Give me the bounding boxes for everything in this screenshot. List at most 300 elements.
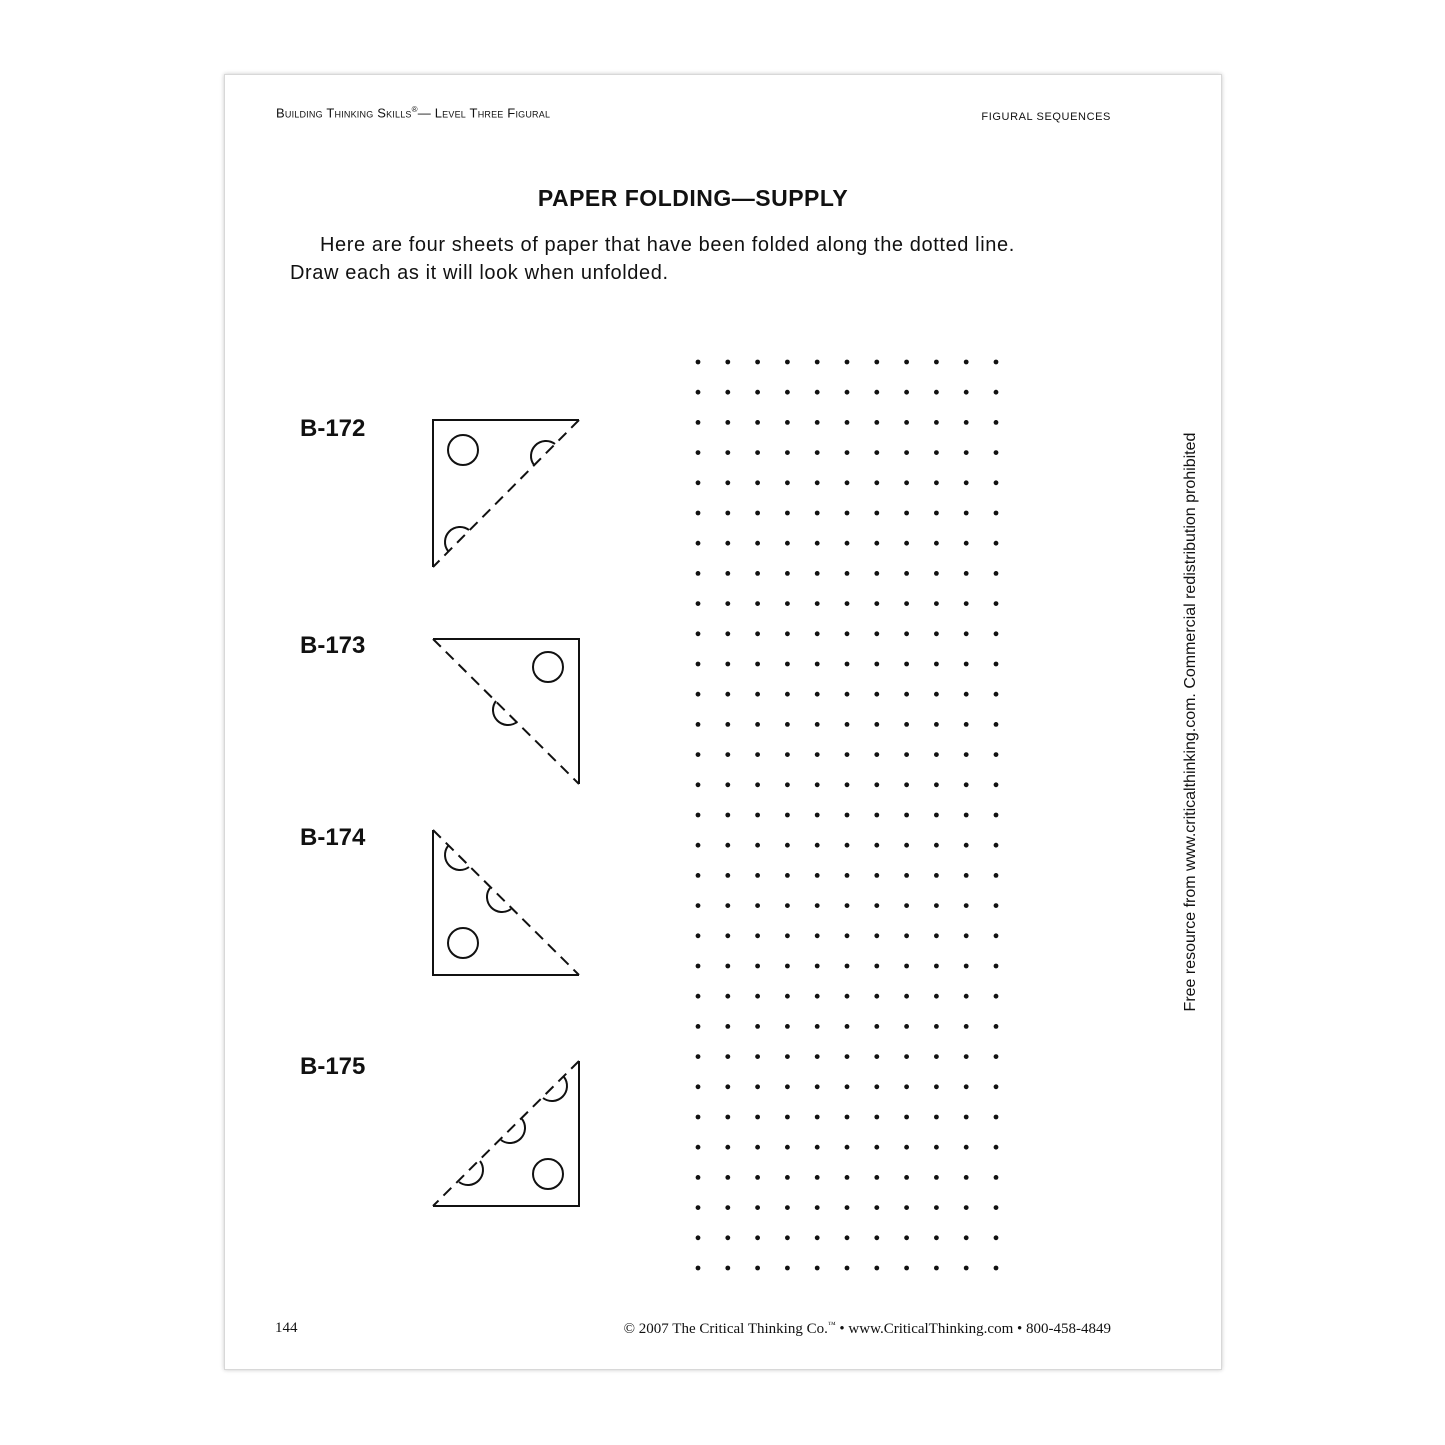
grid-dot [785,1205,790,1210]
grid-dot [994,631,999,636]
grid-dot [725,782,730,787]
grid-dot [934,631,939,636]
grid-dot [696,571,701,576]
grid-dot [904,843,909,848]
grid-dot [904,511,909,516]
grid-dot [755,843,760,848]
grid-dot [755,450,760,455]
contact-text: • www.CriticalThinking.com • 800-458-4849 [835,1321,1111,1337]
grid-dot [904,1084,909,1089]
grid-dot [696,541,701,546]
grid-dot [696,450,701,455]
notch [445,846,469,870]
grid-dot [994,813,999,818]
grid-dot [904,662,909,667]
grid-dot [785,843,790,848]
grid-dot [874,1054,879,1059]
grid-dot [964,1235,969,1240]
grid-dot [785,782,790,787]
grid-dot [874,1235,879,1240]
grid-dot [964,450,969,455]
grid-dot [725,843,730,848]
grid-dot [785,692,790,697]
grid-dot [964,722,969,727]
grid-dot [874,782,879,787]
grid-dot [815,1084,820,1089]
grid-dot [845,480,850,485]
grid-dot [874,571,879,576]
grid-dot [874,994,879,999]
grid-dot [845,903,850,908]
grid-dot [755,1145,760,1150]
grid-dot [755,1266,760,1271]
grid-dot [725,480,730,485]
grid-dot [934,1235,939,1240]
grid-dot [994,1235,999,1240]
grid-dot [994,1266,999,1271]
grid-dot [755,1175,760,1180]
grid-dot [725,360,730,365]
grid-dot [785,933,790,938]
grid-dot [785,873,790,878]
grid-dot [964,843,969,848]
grid-dot [755,813,760,818]
grid-dot [845,692,850,697]
grid-dot [845,964,850,969]
grid-dot [964,782,969,787]
grid-dot [815,1266,820,1271]
worksheet-page [224,74,1222,1370]
grid-dot [696,692,701,697]
grid-dot [755,1115,760,1120]
grid-dot [725,1145,730,1150]
grid-dot [874,722,879,727]
grid-dot [904,692,909,697]
grid-dot [904,541,909,546]
grid-dot [934,450,939,455]
grid-dot [696,782,701,787]
grid-dot [725,420,730,425]
grid-dot [815,722,820,727]
grid-dot [785,631,790,636]
grid-dot [755,1024,760,1029]
grid-dot [874,1175,879,1180]
grid-dot [815,752,820,757]
grid-dot [874,601,879,606]
grid-dot [994,964,999,969]
grid-dot [874,843,879,848]
grid-dot [845,1266,850,1271]
grid-dot [964,1115,969,1120]
notch [487,888,511,912]
grid-dot [874,692,879,697]
grid-dot [934,420,939,425]
page-number: 144 [275,1320,298,1336]
grid-dot [904,994,909,999]
grid-dot [934,1024,939,1029]
grid-dot [755,692,760,697]
page-title: PAPER FOLDING—SUPPLY [537,185,849,211]
paper-edge [433,1061,579,1206]
grid-dot [696,752,701,757]
grid-dot [874,450,879,455]
grid-dot [696,1205,701,1210]
grid-dot [904,1024,909,1029]
grid-dot [964,692,969,697]
grid-dot [874,933,879,938]
grid-dot [696,480,701,485]
grid-dot [904,813,909,818]
grid-dot [815,813,820,818]
grid-dot [994,1205,999,1210]
grid-dot [994,390,999,395]
grid-dot [934,1115,939,1120]
grid-dot [994,903,999,908]
grid-dot [785,1145,790,1150]
grid-dot [964,511,969,516]
grid-dot [904,480,909,485]
grid-dot [874,480,879,485]
hole [533,652,563,682]
grid-dot [994,1175,999,1180]
notch [543,1077,567,1101]
grid-dot [696,390,701,395]
grid-dot [725,722,730,727]
grid-dot [845,752,850,757]
grid-dot [904,1266,909,1271]
grid-dot [904,873,909,878]
grid-dot [874,1024,879,1029]
paper-edge [433,830,579,975]
grid-dot [934,511,939,516]
grid-dot [725,873,730,878]
grid-dot [755,662,760,667]
grid-dot [994,722,999,727]
grid-dot [964,903,969,908]
copyright-text: © 2007 The Critical Thinking Co. [623,1321,828,1337]
grid-dot [874,1115,879,1120]
dot-grid-drawing-area[interactable] [687,353,1003,1283]
paper-edge [433,639,579,784]
grid-dot [934,360,939,365]
grid-dot [755,541,760,546]
grid-dot [785,1235,790,1240]
grid-dot [994,1054,999,1059]
grid-dot [994,480,999,485]
grid-dot [934,933,939,938]
grid-dot [964,1205,969,1210]
grid-dot [755,571,760,576]
grid-dot [696,631,701,636]
grid-dot [874,752,879,757]
grid-dot [845,722,850,727]
registered-mark: ® [411,105,418,114]
grid-dot [874,1266,879,1271]
grid-dot [904,571,909,576]
grid-dot [994,511,999,516]
grid-dot [964,631,969,636]
grid-dot [815,480,820,485]
grid-dot [994,933,999,938]
grid-dot [904,1235,909,1240]
grid-dot [725,1205,730,1210]
grid-dot [696,1054,701,1059]
grid-dot [815,964,820,969]
grid-dot [696,994,701,999]
grid-dot [755,933,760,938]
grid-dot [815,692,820,697]
grid-dot [904,390,909,395]
hole [448,435,478,465]
grid-dot [815,873,820,878]
fold-line [433,639,579,784]
grid-dot [994,994,999,999]
grid-dot [964,873,969,878]
trademark-mark: ™ [827,1320,836,1329]
grid-dot [755,873,760,878]
grid-dot [874,390,879,395]
grid-dot [815,601,820,606]
grid-dot [934,843,939,848]
grid-dot [964,994,969,999]
grid-dot [904,631,909,636]
grid-dot [845,782,850,787]
grid-dot [755,752,760,757]
fold-line [433,1061,579,1206]
grid-dot [845,601,850,606]
grid-dot [725,511,730,516]
grid-dot [696,903,701,908]
grid-dot [725,390,730,395]
grid-dot [964,1084,969,1089]
grid-dot [815,1145,820,1150]
grid-dot [785,752,790,757]
grid-dot [845,511,850,516]
grid-dot [904,1145,909,1150]
notch [445,527,469,551]
grid-dot [845,1115,850,1120]
grid-dot [934,873,939,878]
grid-dot [815,511,820,516]
grid-dot [934,994,939,999]
grid-dot [785,964,790,969]
grid-dot [845,662,850,667]
grid-dot [994,1084,999,1089]
grid-dot [845,541,850,546]
grid-dot [785,994,790,999]
grid-dot [725,813,730,818]
grid-dot [755,1054,760,1059]
grid-dot [755,1084,760,1089]
grid-dot [725,601,730,606]
grid-dot [696,722,701,727]
grid-dot [964,964,969,969]
notch [501,1119,525,1143]
grid-dot [964,933,969,938]
grid-dot [934,692,939,697]
grid-dot [934,662,939,667]
grid-dot [815,360,820,365]
grid-dot [904,1205,909,1210]
grid-dot [725,752,730,757]
grid-dot [874,813,879,818]
grid-dot [874,662,879,667]
grid-dot [964,1024,969,1029]
grid-dot [994,601,999,606]
grid-dot [904,601,909,606]
grid-dot [785,1266,790,1271]
grid-dot [964,1266,969,1271]
grid-dot [696,1024,701,1029]
grid-dot [815,541,820,546]
grid-dot [696,873,701,878]
grid-dot [934,1205,939,1210]
grid-dot [845,631,850,636]
grid-dot [815,450,820,455]
grid-dot [815,571,820,576]
grid-dot [696,964,701,969]
hole [448,928,478,958]
grid-dot [755,390,760,395]
grid-dot [845,873,850,878]
grid-dot [845,843,850,848]
grid-dot [725,1235,730,1240]
grid-dot [904,1054,909,1059]
grid-dot [785,511,790,516]
grid-dot [725,1024,730,1029]
grid-dot [934,1145,939,1150]
grid-dot [934,571,939,576]
grid-dot [934,964,939,969]
grid-dot [755,903,760,908]
grid-dot [964,571,969,576]
grid-dot [755,601,760,606]
grid-dot [815,1024,820,1029]
notch [459,1161,483,1185]
instructions: Here are four sheets of paper that have been folded along the dotted line. Draw each as it will look when unfolded. [290,234,1015,284]
grid-dot [785,360,790,365]
grid-dot [994,843,999,848]
grid-dot [725,1054,730,1059]
grid-dot [934,1266,939,1271]
header-section: FIGURAL SEQUENCES [981,111,1111,123]
grid-dot [994,692,999,697]
folded-paper-b174 [430,827,582,979]
grid-dot [845,1024,850,1029]
grid-dot [874,631,879,636]
problem-label-b173: B-173 [300,632,366,659]
grid-dot [874,420,879,425]
grid-dot [696,420,701,425]
grid-dot [964,813,969,818]
level-name: — Level Three Figural [417,105,551,121]
grid-dot [696,1175,701,1180]
grid-dot [815,903,820,908]
grid-dot [845,450,850,455]
grid-dot [964,390,969,395]
grid-dot [964,480,969,485]
grid-dot [815,782,820,787]
folded-paper-b172 [430,417,582,569]
grid-dot [934,1175,939,1180]
grid-dot [874,1145,879,1150]
grid-dot [934,601,939,606]
grid-dot [904,420,909,425]
grid-dot [725,1175,730,1180]
grid-dot [904,722,909,727]
grid-dot [994,541,999,546]
grid-dot [994,782,999,787]
grid-dot [696,601,701,606]
grid-dot [725,692,730,697]
grid-dot [815,1205,820,1210]
grid-dot [725,964,730,969]
grid-dot [725,994,730,999]
grid-dot [785,662,790,667]
grid-dot [994,450,999,455]
grid-dot [964,662,969,667]
grid-dot [815,843,820,848]
folded-paper-b173 [430,636,582,788]
grid-dot [785,813,790,818]
grid-dot [994,1115,999,1120]
grid-dot [874,964,879,969]
grid-dot [785,571,790,576]
grid-dot [696,1145,701,1150]
grid-dot [845,1145,850,1150]
grid-dot [815,1175,820,1180]
grid-dot [845,1054,850,1059]
grid-dot [845,994,850,999]
grid-dot [845,420,850,425]
grid-dot [934,813,939,818]
grid-dot [874,541,879,546]
problem-label-b174: B-174 [300,824,366,851]
grid-dot [696,1084,701,1089]
grid-dot [785,1175,790,1180]
fold-line [433,420,579,567]
grid-dot [725,631,730,636]
grid-dot [994,662,999,667]
grid-dot [755,1205,760,1210]
grid-dot [845,571,850,576]
grid-dot [785,903,790,908]
grid-dot [845,1084,850,1089]
grid-dot [696,1266,701,1271]
grid-dot [815,1115,820,1120]
grid-dot [994,873,999,878]
grid-dot [725,541,730,546]
grid-dot [874,511,879,516]
grid-dot [994,360,999,365]
hole [533,1159,563,1189]
grid-dot [904,933,909,938]
grid-dot [904,903,909,908]
grid-dot [934,782,939,787]
grid-dot [755,1235,760,1240]
grid-dot [725,1266,730,1271]
header-series [276,105,550,120]
grid-dot [964,601,969,606]
grid-dot [934,541,939,546]
grid-dot [755,420,760,425]
grid-dot [964,1145,969,1150]
grid-dot [785,420,790,425]
grid-dot [845,813,850,818]
grid-dot [815,662,820,667]
grid-dot [696,813,701,818]
grid-dot [725,571,730,576]
